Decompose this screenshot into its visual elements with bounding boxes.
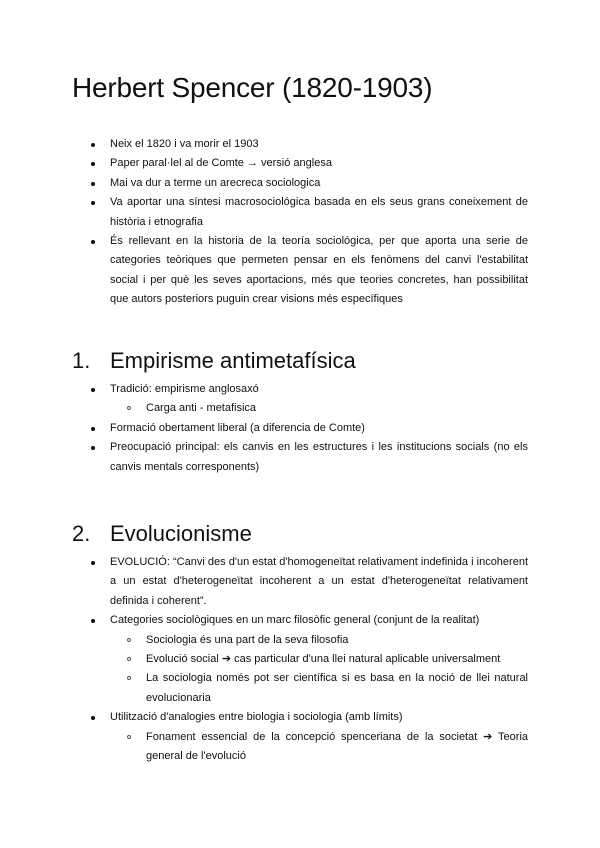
section-1-list: [72, 380, 528, 477]
list-item: Formació obertament liberal (a diferencia de Comte): [72, 419, 528, 438]
list-item: Preocupació principal: els canvis en les estructures i les institucions socials (no els canvis mentals corresponents): [72, 438, 528, 477]
list-item: Paper paral·lel al de Comte → versió anglesa: [72, 154, 528, 173]
list-item: Neix el 1820 i va morir el 1903: [72, 135, 528, 154]
list-item: És rellevant en la historia de la teoría sociológica, per que aporta una serie de categories teòriques que permeten pensar en els fenòmens del canvi l'estabilitat social i per què les seves aportacions, més que teories concretes, han possibilitat que autors posteriors puguin crear visions més específiques: [72, 232, 528, 310]
list-item: Utilització d'analogies entre biologia i sociologia (amb límits): [72, 708, 528, 727]
section-2-list: [72, 553, 528, 766]
section-heading: [72, 521, 252, 547]
sub-list-item: Evolució social ➔ cas particular d'una llei natural aplicable universalment: [72, 650, 528, 669]
list-item: Categories sociològiques en un marc filosòfic general (conjunt de la realitat): [72, 611, 528, 630]
list-item: EVOLUCIÓ: “Canvi des d'un estat d'homogeneïtat relativament indefinida i incoherent a un estat d'heterogeneïtat incoherent a un estat d'heterogeneïtat relativament definida i coherent”.: [72, 553, 528, 611]
sub-list-item: Carga anti - metafisica: [72, 399, 528, 418]
intro-list: [72, 135, 528, 310]
list-item: Tradició: empirisme anglosaxó: [72, 380, 528, 399]
list-item: Va aportar una síntesi macrosociológica basada en els seus grans coneixement de història i etnografia: [72, 193, 528, 232]
section-number: 1.: [72, 348, 91, 373]
section-title: Empirisme antimetafísica: [110, 348, 356, 373]
section-number: 2.: [72, 521, 91, 546]
section-heading: [72, 348, 356, 374]
sub-list-item: Sociologia és una part de la seva filosofia: [72, 631, 528, 650]
page-title: Herbert Spencer (1820-1903): [72, 72, 433, 103]
section-title: Evolucionisme: [110, 521, 252, 546]
sub-list-item: La sociologia només pot ser científica si es basa en la noció de llei natural evolucionaria: [72, 669, 528, 708]
list-item: Mai va dur a terme un arecreca sociologica: [72, 174, 528, 193]
sub-list-item: Fonament essencial de la concepció spenceriana de la societat ➔ Teoria general de l'evolució: [72, 728, 528, 767]
